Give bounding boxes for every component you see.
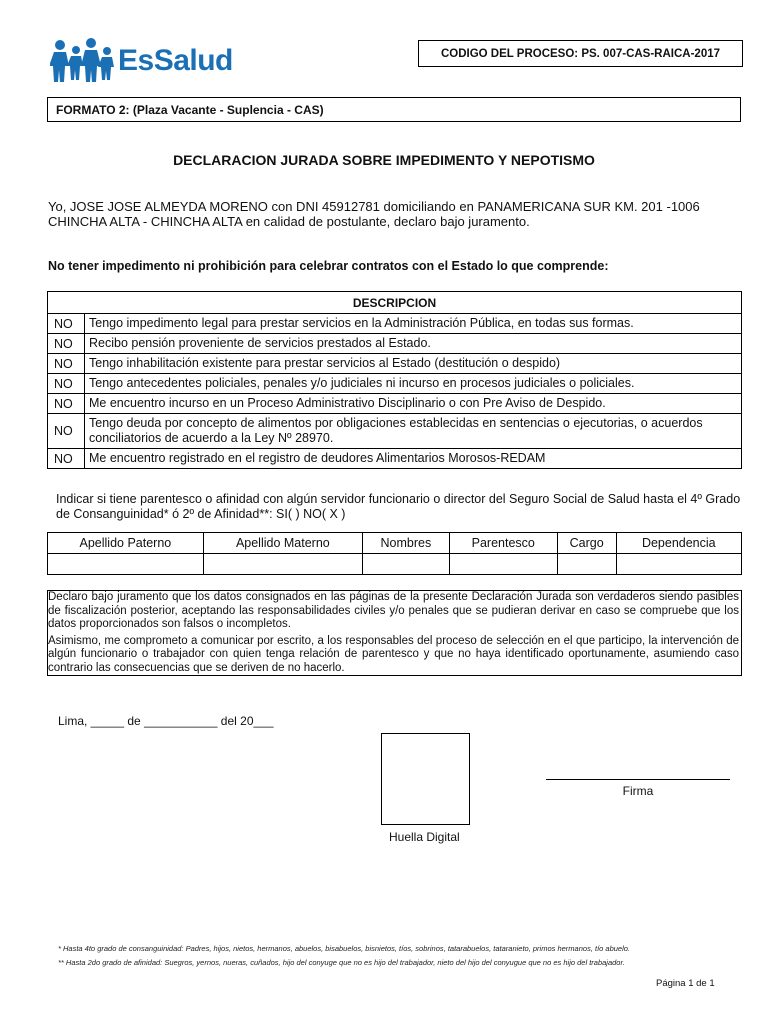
- parentesco-question: Indicar si tiene parentesco o afinidad con algún servidor funcionario o director del Seguro Social de Salud hasta el 4º Grado de Consanguinidad* ó 2º de Afinidad**: SI( ) NO( X ): [56, 492, 741, 521]
- answer-cell: NO: [48, 354, 85, 374]
- table-row: [48, 394, 742, 414]
- fingerprint-label: Huella Digital: [389, 830, 460, 844]
- column-header: Cargo: [557, 533, 616, 554]
- logo-wordmark: EsSalud: [118, 44, 233, 77]
- declaration-paragraph: Asimismo, me comprometo a comunicar por escrito, a los responsables del proceso de selección en el que participo, la intervención de algún funcionario o trabajador con quien tenga relación de parentesco y que no haya identificado oportunamente, asumiendo caso contrario las consecuencias que se deriven de no hacerlo.: [48, 634, 739, 674]
- column-header: Parentesco: [449, 533, 557, 554]
- place-date-line: Lima, _____ de ___________ del 20___: [58, 714, 274, 728]
- table-cell[interactable]: [557, 554, 616, 575]
- description-cell: Tengo impedimento legal para prestar servicios en la Administración Pública, en todas sus formas.: [85, 314, 742, 334]
- table-row: [48, 314, 742, 334]
- table-cell[interactable]: [616, 554, 741, 575]
- essalud-logo: [50, 36, 240, 86]
- description-cell: Me encuentro incurso en un Proceso Administrativo Disciplinario o con Pre Aviso de Despido.: [85, 394, 742, 414]
- table-row: [48, 374, 742, 394]
- answer-cell: NO: [48, 374, 85, 394]
- family-figures-icon: [50, 36, 120, 86]
- footnote-afinidad: ** Hasta 2do grado de afinidad: Suegros, yernos, nueras, cuñados, hijo del conyuge que no es hijo del trabajador, nieto del hijo del conyugue que no es hijo del trabajador.: [58, 958, 625, 967]
- fingerprint-box[interactable]: [381, 733, 470, 825]
- table-row: [48, 449, 742, 469]
- answer-cell: NO: [48, 334, 85, 354]
- formato-box: FORMATO 2: (Plaza Vacante - Suplencia - CAS): [47, 97, 741, 122]
- table-cell[interactable]: [48, 554, 204, 575]
- description-cell: Tengo deuda por concepto de alimentos por obligaciones establecidas en sentencias o ejecutorias, o acuerdos conciliatorios de acuerdo a la Ley Nº 28970.: [85, 414, 742, 449]
- column-header: Apellido Materno: [203, 533, 362, 554]
- answer-cell: NO: [48, 314, 85, 334]
- description-cell: Tengo antecedentes policiales, penales y/o judiciales ni incurso en procesos judiciales o policiales.: [85, 374, 742, 394]
- declaration-paragraph: Declaro bajo juramento que los datos consignados en las páginas de la presente Declaración Jurada son verdaderos siendo pasibles de fiscalización posterior, aceptando las responsabilidades civiles y/o penales que se pudieran derivar en caso se compruebe que los datos proporcionados son falsos o incompletos.: [48, 591, 739, 630]
- answer-cell: NO: [48, 414, 85, 449]
- answer-cell: NO: [48, 449, 85, 469]
- signature-line[interactable]: [546, 779, 730, 780]
- page-number: Página 1 de 1: [656, 978, 715, 989]
- table-cell[interactable]: [449, 554, 557, 575]
- description-cell: Recibo pensión proveniente de servicios prestados al Estado.: [85, 334, 742, 354]
- table-row: [48, 554, 742, 575]
- subheading: No tener impedimento ni prohibición para celebrar contratos con el Estado lo que comprende:: [48, 259, 609, 273]
- table-cell[interactable]: [362, 554, 449, 575]
- description-table-header: DESCRIPCION: [48, 292, 742, 314]
- description-cell: Me encuentro registrado en el registro de deudores Alimentarios Morosos-REDAM: [85, 449, 742, 469]
- table-row: [48, 334, 742, 354]
- table-row: [48, 414, 742, 449]
- column-header: Nombres: [362, 533, 449, 554]
- table-row: [48, 354, 742, 374]
- footnote-consanguinidad: * Hasta 4to grado de consanguinidad: Padres, hijos, nietos, hermanos, abuelos, bisabuelos, bisnietos, tíos, sobrinos, tatarabuelos, tataranieto, primos hermanos, tío abuelo.: [58, 944, 631, 953]
- table-cell[interactable]: [203, 554, 362, 575]
- signature-label: Firma: [622, 784, 654, 798]
- intro-paragraph: Yo, JOSE JOSE ALMEYDA MORENO con DNI 45912781 domiciliando en PANAMERICANA SUR KM. 201 -1006 CHINCHA ALTA - CHINCHA ALTA en calidad de postulante, declaro bajo juramento.: [48, 199, 700, 229]
- process-code-box: CODIGO DEL PROCESO: PS. 007-CAS-RAICA-2017: [418, 40, 743, 67]
- answer-cell: NO: [48, 394, 85, 414]
- column-header: Dependencia: [616, 533, 741, 554]
- description-cell: Tengo inhabilitación existente para prestar servicios al Estado (destitución o despido): [85, 354, 742, 374]
- family-table: [47, 532, 742, 575]
- column-header: Apellido Paterno: [48, 533, 204, 554]
- description-table: [47, 291, 742, 469]
- declaration-box: [47, 590, 742, 676]
- document-title: DECLARACION JURADA SOBRE IMPEDIMENTO Y NEPOTISMO: [173, 152, 595, 168]
